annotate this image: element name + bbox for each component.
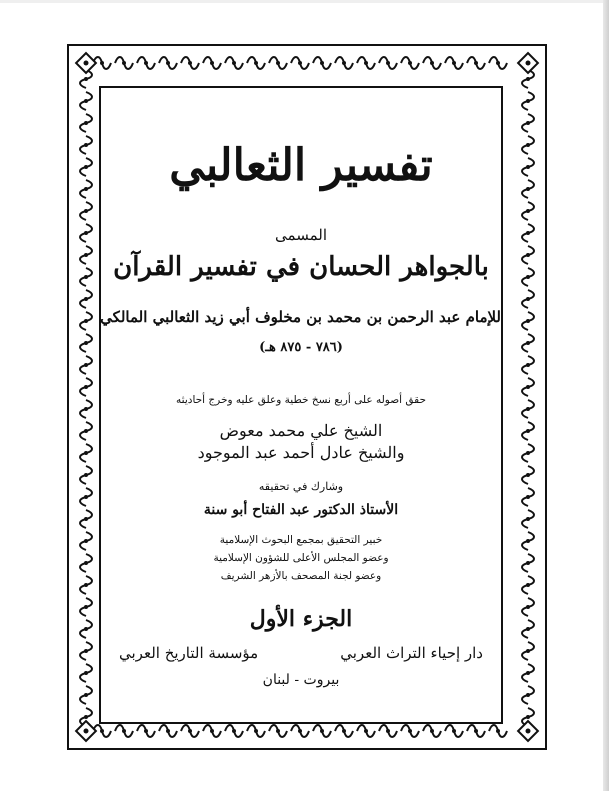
- border-dot: [84, 209, 88, 213]
- full-book-title: بالجواهر الحسان في تفسير القرآن: [113, 252, 489, 282]
- border-dot: [452, 61, 456, 65]
- border-dot: [386, 61, 390, 65]
- border-dot: [526, 473, 530, 477]
- border-dot: [526, 583, 530, 587]
- border-dot: [452, 729, 456, 733]
- border-motif: [80, 246, 92, 264]
- border-dot: [84, 275, 88, 279]
- border-dot: [430, 61, 434, 65]
- border-dot: [276, 61, 280, 65]
- border-dot: [342, 729, 346, 733]
- border-dot: [364, 61, 368, 65]
- border-motif: [80, 400, 92, 418]
- border-motif: [291, 725, 309, 737]
- border-dot: [526, 143, 530, 147]
- border-motif: [522, 92, 534, 110]
- editor-2: والشيخ عادل أحمد عبد الموجود: [197, 443, 405, 462]
- border-motif: [80, 180, 92, 198]
- border-dot: [84, 385, 88, 389]
- border-dot: [526, 429, 530, 433]
- border-motif: [489, 57, 507, 69]
- border-dot: [526, 715, 530, 719]
- border-dot: [84, 341, 88, 345]
- border-motif: [522, 488, 534, 506]
- border-dot: [408, 61, 412, 65]
- border-motif: [522, 532, 534, 550]
- co-editor-intro: وشارك في تحقيقه: [258, 480, 344, 493]
- border-motif: [357, 725, 375, 737]
- border-dot: [364, 729, 368, 733]
- border-dot: [526, 385, 530, 389]
- border-motif: [522, 114, 534, 132]
- border-motif: [80, 598, 92, 616]
- border-dot: [276, 729, 280, 733]
- border-dot: [298, 729, 302, 733]
- border-corner-dot: [84, 61, 89, 66]
- border-corner-dot: [84, 729, 89, 734]
- border-dot: [84, 473, 88, 477]
- border-motif: [80, 114, 92, 132]
- border-dot: [84, 297, 88, 301]
- border-dot: [526, 627, 530, 631]
- border-motif: [522, 334, 534, 352]
- title-page-content: [101, 88, 501, 722]
- border-motif: [80, 642, 92, 660]
- border-dot: [84, 429, 88, 433]
- border-motif: [80, 664, 92, 682]
- border-motif: [522, 444, 534, 462]
- border-dot: [100, 61, 104, 65]
- border-motif: [522, 620, 534, 638]
- border-dot: [188, 729, 192, 733]
- editor-3-credential: خبير التحقيق بمجمع البحوث الإسلامية: [219, 534, 383, 546]
- border-dot: [526, 121, 530, 125]
- border-corner-dot: [526, 729, 531, 734]
- border-dot: [144, 729, 148, 733]
- border-motif: [313, 57, 331, 69]
- border-dot: [122, 61, 126, 65]
- editor-3-credential: وعضو المجلس الأعلى للشؤون الإسلامية: [213, 552, 389, 564]
- border-dot: [526, 671, 530, 675]
- border-motif: [80, 334, 92, 352]
- border-dot: [496, 729, 500, 733]
- border-dot: [84, 693, 88, 697]
- border-dot: [84, 627, 88, 631]
- border-dot: [526, 297, 530, 301]
- border-dot: [526, 231, 530, 235]
- border-dot: [210, 729, 214, 733]
- border-motif: [423, 725, 441, 737]
- border-dot: [84, 143, 88, 147]
- border-dot: [526, 561, 530, 565]
- border-motif: [467, 57, 485, 69]
- border-dot: [526, 451, 530, 455]
- border-motif: [522, 268, 534, 286]
- border-dot: [526, 319, 530, 323]
- border-motif: [80, 224, 92, 242]
- border-dot: [84, 319, 88, 323]
- border-motif: [522, 576, 534, 594]
- border-dot: [100, 729, 104, 733]
- border-dot: [84, 605, 88, 609]
- border-motif: [80, 466, 92, 484]
- border-dot: [526, 539, 530, 543]
- border-dot: [84, 495, 88, 499]
- border-dot: [526, 77, 530, 81]
- border-motif: [423, 57, 441, 69]
- border-motif: [80, 620, 92, 638]
- page-edge-top: [0, 0, 609, 3]
- border-motif: [247, 725, 265, 737]
- publishers: [119, 644, 483, 670]
- border-motif: [225, 57, 243, 69]
- border-motif: [291, 57, 309, 69]
- border-motif: [379, 725, 397, 737]
- border-motif: [522, 664, 534, 682]
- border-dot: [84, 671, 88, 675]
- border-motif: [357, 57, 375, 69]
- border-motif: [80, 444, 92, 462]
- border-dot: [254, 729, 258, 733]
- publication-city: بيروت - لبنان: [262, 672, 340, 688]
- border-motif: [80, 422, 92, 440]
- border-motif: [80, 158, 92, 176]
- border-motif: [80, 290, 92, 308]
- border-dot: [526, 165, 530, 169]
- border-motif: [445, 57, 463, 69]
- border-dot: [526, 99, 530, 103]
- border-motif: [80, 356, 92, 374]
- border-motif: [80, 576, 92, 594]
- border-motif: [522, 466, 534, 484]
- border-dot: [526, 407, 530, 411]
- editor-1: الشيخ علي محمد معوض: [219, 421, 383, 440]
- border-dot: [144, 61, 148, 65]
- border-dot: [474, 61, 478, 65]
- border-motif: [522, 554, 534, 572]
- border-dot: [474, 729, 478, 733]
- border-dot: [84, 715, 88, 719]
- border-motif: [401, 725, 419, 737]
- border-motif: [401, 57, 419, 69]
- border-dot: [496, 61, 500, 65]
- border-dot: [84, 561, 88, 565]
- border-dot: [84, 187, 88, 191]
- border-motif: [269, 57, 287, 69]
- border-dot: [232, 61, 236, 65]
- border-dot: [122, 729, 126, 733]
- border-motif: [137, 725, 155, 737]
- border-motif: [181, 57, 199, 69]
- border-motif: [313, 725, 331, 737]
- border-dot: [526, 605, 530, 609]
- border-motif: [467, 725, 485, 737]
- border-dot: [526, 517, 530, 521]
- border-motif: [522, 246, 534, 264]
- border-dot: [84, 583, 88, 587]
- border-motif: [522, 378, 534, 396]
- border-motif: [522, 400, 534, 418]
- border-dot: [84, 539, 88, 543]
- border-dot: [386, 729, 390, 733]
- border-dot: [84, 517, 88, 521]
- publisher-right: دار إحياء التراث العربي: [340, 644, 483, 662]
- border-motif: [203, 57, 221, 69]
- border-dot: [232, 729, 236, 733]
- border-motif: [80, 554, 92, 572]
- border-dot: [84, 649, 88, 653]
- volume-label: الجزء الأول: [249, 606, 353, 632]
- border-dot: [84, 165, 88, 169]
- border-motif: [445, 725, 463, 737]
- border-dot: [526, 187, 530, 191]
- border-dot: [526, 341, 530, 345]
- border-motif: [522, 642, 534, 660]
- border-dot: [526, 649, 530, 653]
- border-motif: [159, 57, 177, 69]
- book-title: تفسير الثعالبي: [169, 140, 433, 191]
- border-motif: [115, 725, 133, 737]
- border-motif: [80, 136, 92, 154]
- border-dot: [84, 99, 88, 103]
- border-dot: [166, 61, 170, 65]
- border-motif: [80, 92, 92, 110]
- editors-intro: حقق أصوله على أربع نسخ خطية وعلق عليه وخرج أحاديثه: [176, 394, 426, 406]
- border-motif: [203, 725, 221, 737]
- border-dot: [526, 209, 530, 213]
- border-motif: [522, 356, 534, 374]
- border-motif: [80, 202, 92, 220]
- border-dot: [430, 729, 434, 733]
- border-dot: [526, 275, 530, 279]
- border-dot: [526, 363, 530, 367]
- border-motif: [80, 686, 92, 704]
- border-motif: [335, 725, 353, 737]
- border-motif: [159, 725, 177, 737]
- border-dot: [408, 729, 412, 733]
- border-motif: [522, 158, 534, 176]
- border-motif: [80, 510, 92, 528]
- border-dot: [84, 77, 88, 81]
- border-dot: [84, 407, 88, 411]
- border-dot: [188, 61, 192, 65]
- border-dot: [84, 451, 88, 455]
- named-label: المسمى: [275, 226, 327, 244]
- border-motif: [522, 202, 534, 220]
- border-motif: [522, 136, 534, 154]
- border-motif: [522, 598, 534, 616]
- border-motif: [489, 725, 507, 737]
- border-dot: [526, 495, 530, 499]
- border-motif: [80, 378, 92, 396]
- editor-3: الأستاذ الدكتور عبد الفتاح أبو سنة: [203, 502, 399, 518]
- border-dot: [526, 253, 530, 257]
- publisher-left: مؤسسة التاريخ العربي: [119, 644, 259, 662]
- border-dot: [84, 231, 88, 235]
- border-motif: [522, 180, 534, 198]
- border-motif: [522, 510, 534, 528]
- border-motif: [522, 290, 534, 308]
- border-motif: [269, 725, 287, 737]
- border-motif: [522, 312, 534, 330]
- border-motif: [379, 57, 397, 69]
- border-motif: [225, 725, 243, 737]
- border-motif: [181, 725, 199, 737]
- border-dot: [320, 729, 324, 733]
- border-motif: [522, 686, 534, 704]
- page-edge-right: [603, 0, 609, 791]
- border-motif: [137, 57, 155, 69]
- border-motif: [80, 268, 92, 286]
- border-motif: [115, 57, 133, 69]
- border-motif: [522, 224, 534, 242]
- border-motif: [335, 57, 353, 69]
- border-dot: [84, 121, 88, 125]
- border-dot: [84, 363, 88, 367]
- author-name: للإمام عبد الرحمن بن محمد بن مخلوف أبي زيد الثعالبي المالكي: [100, 308, 501, 326]
- border-motif: [80, 532, 92, 550]
- editor-3-credential: وعضو لجنة المصحف بالأزهر الشريف: [220, 570, 382, 582]
- border-motif: [80, 312, 92, 330]
- border-dot: [84, 253, 88, 257]
- border-motif: [247, 57, 265, 69]
- border-dot: [298, 61, 302, 65]
- border-dot: [210, 61, 214, 65]
- border-dot: [526, 693, 530, 697]
- border-motif: [522, 422, 534, 440]
- border-dot: [342, 61, 346, 65]
- border-dot: [166, 729, 170, 733]
- border-dot: [254, 61, 258, 65]
- author-dates: (٧٨٦ - ٨٧٥ هـ): [259, 340, 343, 355]
- border-dot: [320, 61, 324, 65]
- border-motif: [80, 488, 92, 506]
- border-corner-dot: [526, 61, 531, 66]
